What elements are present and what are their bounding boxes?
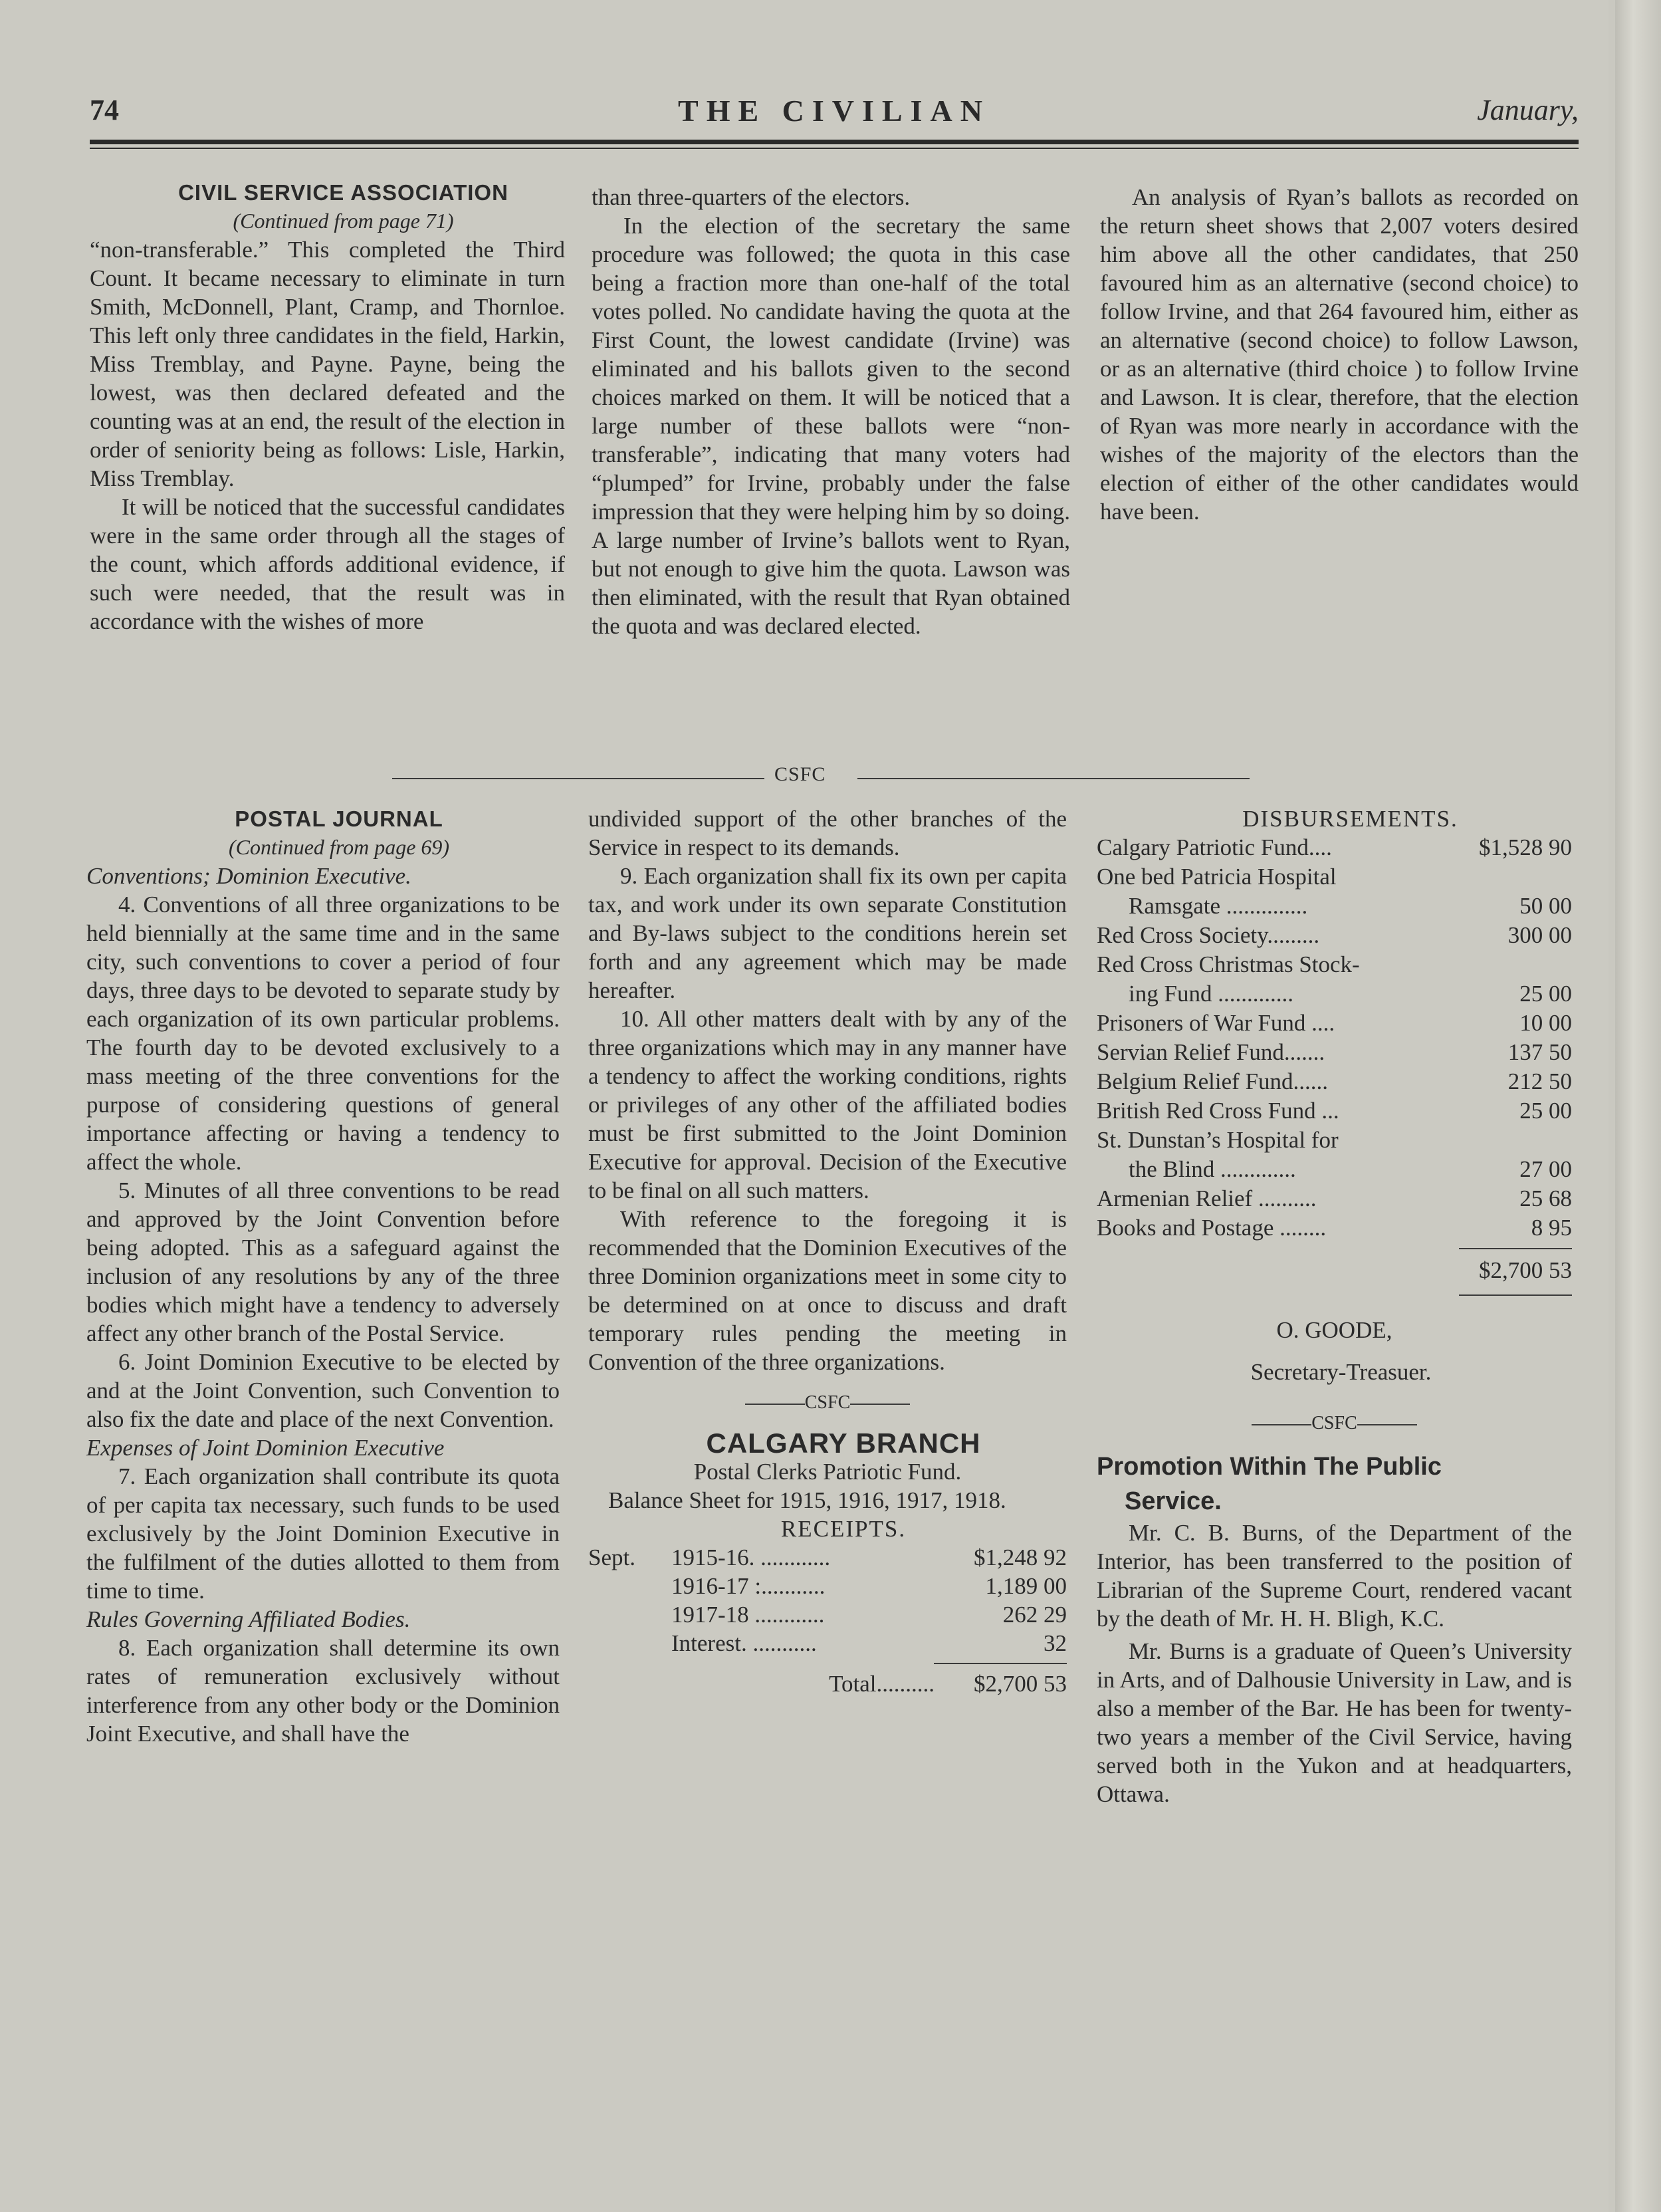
- disbursement-amount: [1446, 1126, 1572, 1155]
- disbursement-amount: 25 00: [1519, 981, 1572, 1007]
- disbursement-label: British Red Cross Fund ...: [1097, 1098, 1339, 1124]
- disbursement-row: [1097, 1155, 1572, 1184]
- calgary-balance-sheet: Balance Sheet for 1915, 1916, 1917, 1918.: [608, 1487, 1006, 1513]
- disbursement-amount: [1446, 862, 1572, 892]
- receipt-label: 1917-18 ............: [671, 1602, 825, 1628]
- postal-paragraph-8: 8. Each organization shall determine its own rates of remuneration exclusively without interference from any other body or the Dominion Joint Executive, and shall have the: [86, 1635, 560, 1747]
- disbursement-amount: 137 50: [1507, 1039, 1572, 1065]
- postal-paragraph-8-continued: undivided support of the other branches of the Service in respect to its demands.: [588, 806, 1067, 860]
- receipts-total-row: [588, 1669, 1067, 1698]
- disbursement-label: Calgary Patriotic Fund....: [1097, 834, 1332, 860]
- header-rule-thin: [90, 148, 1579, 149]
- receipt-amount: 1,189 00: [985, 1573, 1067, 1599]
- csa-column-1: [90, 178, 565, 636]
- postal-paragraph-11: With reference to the foregoing it is recommended that the Dominion Executives of the three Dominion organizations meet in some city to be determined on at once to discuss and draft temporary rules pending the meeting in Convention of the three organizations.: [588, 1206, 1067, 1375]
- receipts-total-amount: $2,700 53: [974, 1671, 1067, 1697]
- csa-paragraph-2-start: It will be noticed that the successful candidates were in the same order through all the stages of the count, which affords additional evidence, if such were needed, that the result was in accordance with the wishes of more: [90, 494, 565, 634]
- disbursement-amount: 25 00: [1519, 1098, 1572, 1124]
- disbursement-label: Prisoners of War Fund ....: [1097, 1010, 1335, 1036]
- disbursement-row: [1097, 1038, 1572, 1067]
- disbursement-amount: [1446, 950, 1572, 979]
- postal-paragraph-4: 4. Conventions of all three organizations to be held biennially at the same time and in the same city, such conventions to cover a period of four days, three days to be devoted to separate study by each organization of its own particular problems. The fourth day to be devoted exclusively to a mass meeting of the three conventions for the purpose of considering questions of general importance affecting or having a tendency to affect the whole.: [86, 892, 560, 1175]
- receipt-label: Interest. ...........: [671, 1630, 817, 1656]
- disbursement-label: Books and Postage ........: [1097, 1215, 1327, 1241]
- receipts-total-label: Total..........: [829, 1671, 935, 1697]
- promotion-heading-line-1: Promotion Within The Public: [1097, 1453, 1442, 1481]
- disbursement-label: the Blind .............: [1129, 1156, 1296, 1182]
- receipt-amount: $1,248 92: [974, 1544, 1067, 1570]
- disbursement-row: [1097, 950, 1572, 979]
- postal-subhead-expenses: Expenses of Joint Dominion Executive: [86, 1435, 445, 1461]
- disbursements-total-row: [1097, 1256, 1572, 1285]
- postal-continued: (Continued from page 69): [228, 835, 450, 859]
- disbursement-label: St. Dunstan’s Hospital for: [1097, 1127, 1339, 1153]
- signer-name: O. GOODE,: [1276, 1317, 1392, 1343]
- postal-paragraph-7: 7. Each organization shall contribute its quota of per capita tax necessary, such funds to be used exclusively by the Joint Dominion Executive in the fulfilment of the duties allotted to them from time to time.: [86, 1463, 560, 1604]
- disbursement-row: [1097, 1009, 1572, 1038]
- disbursement-row: [1097, 1096, 1572, 1126]
- page-number: 74: [90, 94, 119, 126]
- receipt-month: [588, 1600, 671, 1629]
- divider-label: CSFC: [1311, 1413, 1357, 1433]
- disbursement-amount: 25 68: [1519, 1185, 1572, 1211]
- calgary-heading: CALGARY BRANCH: [706, 1427, 981, 1459]
- disbursements-table: [1097, 833, 1572, 1243]
- postal-paragraph-9: 9. Each organization shall fix its own per capita tax, and work under its own separate Constitution and By-laws subject to the conditions herein set forth and any agreement which may be made hereafter.: [588, 863, 1067, 1003]
- disbursement-label: Ramsgate ..............: [1129, 893, 1308, 919]
- receipt-month: Sept.: [588, 1544, 635, 1570]
- disbursement-row: [1097, 921, 1572, 950]
- csfc-divider-middle: [588, 1388, 1067, 1417]
- disbursement-row: [1097, 1067, 1572, 1096]
- disbursements-total-rule: [1459, 1248, 1572, 1249]
- receipt-label: 1915-16. ............: [671, 1544, 831, 1570]
- csa-paragraph-2-continued: than three-quarters of the electors.: [592, 184, 911, 210]
- disbursement-amount: 212 50: [1507, 1068, 1572, 1094]
- disbursements-end-rule: [1459, 1294, 1572, 1296]
- receipts-total-rule: [934, 1663, 1067, 1664]
- disbursement-label: One bed Patricia Hospital: [1097, 864, 1337, 890]
- postal-subhead-rules: Rules Governing Affiliated Bodies.: [86, 1606, 411, 1632]
- disbursement-amount: 300 00: [1507, 922, 1572, 948]
- csa-paragraph-1: “non-transferable.” This completed the Third Count. It became necessary to eliminate in turn Smith, McDonnell, Plant, Cramp, and Thornloe. This left only three candidates in the field, Harkin, Miss Tremblay, and Payne. Payne, being the lowest, was then declared defeated and the counting was at an end, the result of the election in order of seniority being as follows: Lisle, Harkin, Miss Tremblay.: [90, 237, 565, 491]
- csfc-divider-right: [1097, 1409, 1572, 1437]
- receipts-table: [588, 1543, 1067, 1658]
- csa-paragraph-3: In the election of the secretary the same procedure was followed; the quota in this case being a fraction more than one-half of the total votes polled. No candidate having the quota at the First Count, the lowest candidate (Irvine) was eliminated and his ballots given to the second choices marked on them. It will be noticed that a large number of these ballots were “non-transferable”, indicating that many voters had “plumped” for Irvine, probably under the false impression that they were helping him by so doing. A large number of Irvine’s ballots went to Ryan, but not enough to give him the quota. Lawson was then eliminated, with the result that Ryan obtained the quota and was declared elected.: [592, 213, 1070, 639]
- page-edge: [1615, 0, 1661, 2212]
- disbursement-amount: $1,528 90: [1479, 834, 1572, 860]
- section-divider: [392, 763, 1250, 793]
- promotion-paragraph-2: Mr. Burns is a graduate of Queen’s University in Arts, and of Dalhousie University in Law, and is also a member of the Bar. He has been for twenty-two years a member of the Civil Service, having served both in the Yukon and at headquarters, Ottawa.: [1097, 1638, 1572, 1807]
- csa-column-3: [1100, 183, 1579, 526]
- receipt-month: [588, 1572, 671, 1600]
- receipt-row: [588, 1572, 1067, 1600]
- receipts-title: RECEIPTS.: [780, 1516, 907, 1542]
- header-rule-thick: [90, 140, 1579, 144]
- disbursement-amount: 8 95: [1531, 1215, 1572, 1241]
- page-header: [90, 93, 1579, 140]
- disbursement-row: [1097, 892, 1572, 921]
- csa-column-2: [592, 183, 1070, 640]
- disbursement-row: [1097, 1184, 1572, 1213]
- csa-continued: (Continued from page 71): [233, 209, 454, 233]
- promotion-heading-line-2: Service.: [1125, 1487, 1222, 1515]
- disbursement-row: [1097, 979, 1572, 1009]
- disbursement-label: Belgium Relief Fund......: [1097, 1068, 1329, 1094]
- postal-column: [86, 804, 560, 1748]
- receipt-row: [588, 1629, 1067, 1658]
- receipt-row: [588, 1543, 1067, 1572]
- divider-label: CSFC: [774, 763, 826, 785]
- disbursement-label: Red Cross Christmas Stock-: [1097, 951, 1360, 977]
- receipt-label: 1916-17 :...........: [671, 1573, 826, 1599]
- issue-month: January,: [1477, 94, 1579, 126]
- disbursement-row: [1097, 1213, 1572, 1243]
- promotion-paragraph-1: Mr. C. B. Burns, of the Department of the Interior, has been transferred to the position of Librarian of the Supreme Court, rendered vacant by the death of Mr. H. H. Bligh, K.C.: [1097, 1520, 1572, 1632]
- csa-paragraph-4: An analysis of Ryan’s ballots as recorded on the return sheet shows that 2,007 voters desired him above all the other candidates, that 250 favoured him as an alternative (second choice) to follow Irvine, and that 264 favoured him, either as an alternative (second choice) to follow Lawson, or as an alternative (third choice ) to follow Irvine and Lawson. It is clear, therefore, that the election of Ryan was more nearly in accordance with the wishes of the majority of the electors than the election of either of the other candidates would have been.: [1100, 184, 1579, 525]
- disbursement-row: [1097, 1126, 1572, 1155]
- disbursement-label: Servian Relief Fund.......: [1097, 1039, 1325, 1065]
- disbursement-amount: 50 00: [1519, 893, 1572, 919]
- postal-heading: POSTAL JOURNAL: [235, 806, 443, 831]
- receipt-amount: 32: [1044, 1630, 1067, 1656]
- csa-heading: CIVIL SERVICE ASSOCIATION: [178, 180, 508, 205]
- disbursements-total: $2,700 53: [1479, 1257, 1572, 1283]
- postal-continued-column: [588, 804, 1067, 1698]
- calgary-fund-name: Postal Clerks Patriotic Fund.: [693, 1459, 962, 1485]
- disbursement-label: ing Fund .............: [1129, 981, 1293, 1007]
- postal-subhead-conventions: Conventions; Dominion Executive.: [86, 863, 411, 889]
- disbursement-label: Red Cross Society.........: [1097, 922, 1320, 948]
- promotion-heading: [1097, 1449, 1572, 1519]
- disbursement-label: Armenian Relief ..........: [1097, 1185, 1317, 1211]
- masthead-title: THE CIVILIAN: [678, 94, 990, 128]
- postal-paragraph-6: 6. Joint Dominion Executive to be elected by and at the Joint Convention, such Convention to also fix the date and place of the next Convention.: [86, 1349, 560, 1432]
- divider-label: CSFC: [804, 1392, 851, 1413]
- signer-title: Secretary-Treasuer.: [1250, 1359, 1432, 1385]
- disbursements-column: [1097, 804, 1572, 1808]
- disbursement-row: [1097, 862, 1572, 892]
- receipt-amount: 262 29: [1002, 1602, 1067, 1628]
- disbursements-title: DISBURSEMENTS.: [1242, 806, 1458, 832]
- disbursement-row: [1097, 833, 1572, 862]
- receipt-month: [588, 1629, 671, 1658]
- disbursement-amount: 27 00: [1519, 1156, 1572, 1182]
- disbursement-amount: 10 00: [1519, 1010, 1572, 1036]
- postal-paragraph-10: 10. All other matters dealt with by any of the three organizations which may in any manner have a tendency to affect the working conditions, rights or privileges of any other of the affiliated bodies must be first submitted to the Joint Dominion Executive for approval. Decision of the Executive to be final on all such matters.: [588, 1006, 1067, 1203]
- receipt-row: [588, 1600, 1067, 1629]
- postal-paragraph-5: 5. Minutes of all three conventions to be read and approved by the Joint Convention before being adopted. This as a safeguard against the inclusion of any resolutions by any of the three bodies which might have a tendency to adversely affect any other branch of the Postal Service.: [86, 1177, 560, 1346]
